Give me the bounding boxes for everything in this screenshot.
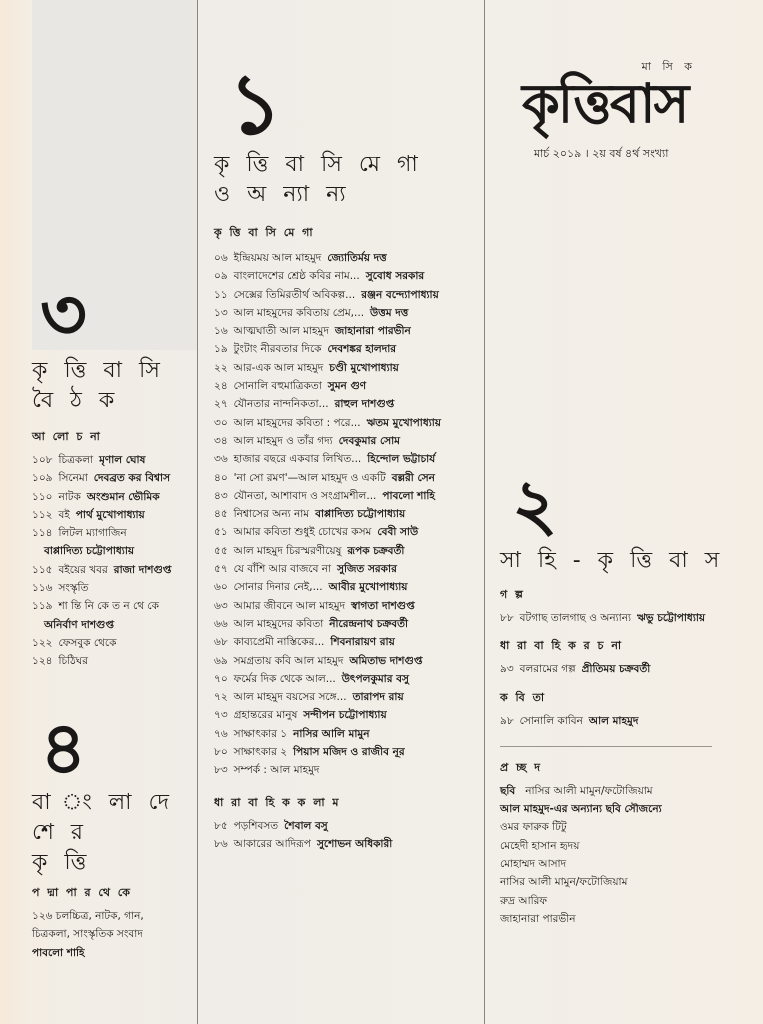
article-title: আল মাহমুদের কবিতায় প্রেম,...: [233, 306, 365, 319]
group-head: গ ল্প: [500, 588, 525, 601]
article-title: আল মাহমুদ বয়সের সঙ্গে...: [233, 691, 347, 704]
article-title: ফর্মের দিক থেকে আল...: [233, 672, 336, 685]
page-number: ১৩: [214, 306, 228, 319]
author-name: পিয়াস মজিদ ও রাজীব নূর: [293, 746, 405, 759]
section-3-title-line2: বৈ ঠ ক: [32, 388, 120, 413]
section-3-title-line1: কৃ ত্তি বা সি: [32, 358, 165, 383]
article-title: নিশ্বাসের অন্য নাম: [233, 508, 310, 521]
page-number: ৬০: [214, 581, 228, 594]
section-2: [500, 463, 730, 928]
page-number: ৭৩: [214, 709, 228, 722]
page-number: ১১৪: [32, 527, 53, 540]
toc-entry[interactable]: [214, 725, 476, 743]
toc-entry[interactable]: [32, 506, 192, 524]
page-number: ১২৪: [32, 655, 53, 668]
toc-entry[interactable]: [214, 597, 476, 615]
article-title: যে বাঁশি আর বাজবে না: [233, 563, 332, 576]
article-title: সোনার দিনার নেই,...: [233, 581, 323, 594]
serial-column-head: ধা রা বা হি ক ক লা ম: [214, 795, 341, 809]
page-number: ৮০: [214, 746, 228, 759]
toc-entry[interactable]: [214, 560, 476, 578]
section-2-groups: [500, 586, 730, 730]
author-name: পার্থ মুখোপাধ্যায়: [75, 508, 145, 521]
article-title: সমগ্রতায় কবি আল মাহমুদ: [233, 654, 344, 667]
author-name: আবীর মুখোপাধ্যায়: [328, 581, 408, 594]
page-number: ৫১: [214, 526, 228, 539]
author-name: বাপ্পাদিত্য চট্টোপাধ্যায়: [315, 508, 406, 521]
toc-entry[interactable]: [214, 395, 476, 413]
toc-entry[interactable]: [214, 633, 476, 651]
toc-entry[interactable]: [214, 286, 476, 304]
article-title: গ্রহান্তরের মানুষ: [233, 709, 298, 722]
toc-entry[interactable]: [32, 652, 192, 670]
toc-entry[interactable]: [32, 451, 192, 469]
toc-entry[interactable]: [214, 267, 476, 285]
author-name: বল্লরী সেন: [391, 471, 435, 484]
column-divider-left: [197, 0, 198, 1024]
toc-entry[interactable]: [32, 561, 192, 579]
toc-entry[interactable]: [214, 414, 476, 432]
page-number: ২৪: [214, 380, 228, 393]
section-3-list: [32, 451, 192, 671]
page-number: ১০৯: [32, 472, 53, 485]
article-title: সোনালি কাবিন: [519, 714, 583, 727]
article-title: নাটক: [58, 490, 81, 503]
section-1-list: [214, 249, 476, 780]
divider: [500, 746, 712, 747]
toc-entry[interactable]: [214, 432, 476, 450]
author-name: পাবলো শাহি: [382, 489, 435, 502]
credit-name: ওমর ফারুক টিটু: [500, 821, 567, 834]
toc-entry[interactable]: [214, 249, 476, 267]
page-number: ৮৩: [214, 764, 228, 777]
author-name: সুমন গুণ: [327, 380, 367, 393]
serial-column-list: [214, 817, 476, 854]
page-number: ৭২: [214, 691, 228, 704]
masthead-title: কৃত্তিবাস: [522, 72, 688, 135]
author-name: অংশুমান ভৌমিক: [86, 490, 160, 503]
page-number: ০৯: [214, 270, 228, 283]
toc-entry[interactable]: [214, 578, 476, 596]
page-number: ১২২: [32, 636, 53, 649]
author-name: জ্যোতির্ময় দত্ত: [327, 252, 387, 264]
column-divider-right: [484, 0, 485, 1024]
page-number: ৯৩: [500, 663, 514, 676]
page-number: ১১৬: [32, 582, 53, 595]
toc-entry[interactable]: [32, 524, 192, 542]
author-name: রাহুল দাশগুপ্ত: [334, 398, 395, 411]
article-title: সোনালি বহুমাত্রিকতা: [233, 380, 322, 393]
toc-entry[interactable]: [214, 340, 476, 358]
page-number: ৭৬: [214, 727, 228, 740]
author-name: সুবোধ সরকার: [365, 270, 425, 283]
author-name: শৈবাল বসু: [284, 819, 328, 832]
toc-entry[interactable]: [214, 377, 476, 395]
credit-name: নাসির আলী মামুন/ফটোজিয়াম: [500, 876, 628, 889]
section-4-number: ৪: [40, 705, 87, 790]
article-title: আমার জীবনে আল মাহমুদ: [233, 599, 346, 612]
toc-entry[interactable]: [214, 615, 476, 633]
author-name: তারাপদ রায়: [352, 691, 404, 704]
page-number: ৭০: [214, 672, 228, 685]
toc-entry[interactable]: [214, 469, 476, 487]
author-name: অমিতাভ দাশগুপ্ত: [349, 654, 423, 667]
article-title: চিত্রকলা: [58, 454, 94, 466]
article-title: আকারের আদিরূপ: [233, 837, 311, 850]
toc-entry[interactable]: [214, 523, 476, 541]
masthead-tag: মা সি ক: [641, 60, 696, 73]
cover-credit: [500, 782, 730, 800]
cover-credit-name: নাসির আলী মামুন/ফটোজিয়াম: [525, 784, 653, 797]
page-number: ৪৫: [214, 508, 228, 521]
page-number: ১১৯: [32, 600, 53, 613]
article-title: চিঠিঘর: [58, 655, 89, 668]
article-title: যৌনতা, আশাবাদ ও সংগ্রামশীল...: [233, 489, 377, 502]
author-name: দেবকুমার সোম: [338, 434, 401, 447]
article-title: আর-এক আল মাহমুদ: [233, 361, 324, 374]
page-number: ৬৩: [214, 599, 228, 612]
section-1-subhead: কৃ ত্তি বা সি মে গা: [214, 226, 315, 239]
page-number: ৩৪: [214, 434, 228, 447]
article-title: বলরামের গল্প: [519, 663, 576, 676]
article-title: 'না সো রমণ'—আল মাহমুদ ও একটি: [233, 471, 386, 484]
section-4: [32, 705, 192, 962]
credit-name: মোহাম্মদ আসাদ: [500, 858, 567, 871]
toc-entry[interactable]: [32, 597, 192, 615]
author-name: অনির্বাণ দাশগুপ্ত: [44, 618, 114, 631]
toc-entry[interactable]: [32, 542, 192, 560]
toc-entry[interactable]: [214, 761, 476, 779]
toc-entry[interactable]: [214, 652, 476, 670]
article-title: বইয়ের খবর: [58, 563, 108, 576]
author-name: উৎপলকুমার বসু: [341, 672, 409, 685]
page-number: ৫৭: [214, 563, 228, 576]
page-number: ৪৩: [214, 489, 228, 502]
section-4-line1[interactable]: ১২৬ চলচ্চিত্র, নাটক, গান,: [32, 910, 144, 922]
toc-entry[interactable]: [214, 688, 476, 706]
article-title: বটগাছ তালগাছ ও অন্যান্য: [519, 612, 632, 624]
page-number: ২২: [214, 361, 228, 374]
article-title: শা ন্তি নি কে ত ন থে কে: [58, 600, 160, 613]
credit-name: মেহেদী হাসান হৃদয়: [500, 839, 580, 852]
section-4-subhead: প দ্মা পা র থে কে: [32, 886, 132, 899]
page-number: ৩০: [214, 416, 228, 429]
article-title: সম্পর্ক : আল মাহমুদ: [233, 764, 320, 777]
credit-name: জাহানারা পারভীন: [500, 912, 576, 925]
toc-entry[interactable]: [214, 835, 476, 853]
page-number: ৮৬: [214, 837, 228, 850]
author-name: রঞ্জন বন্দ্যোপাধ্যায়: [361, 288, 439, 301]
page-number: ১১: [214, 288, 228, 301]
article-title: সংস্কৃতি: [58, 582, 89, 595]
article-title: সেক্সের তিমিরতীর্থ অবিকল্প...: [233, 288, 356, 301]
page-number: ৬৯: [214, 654, 228, 667]
author-name: আল মাহমুদ: [588, 714, 639, 727]
article-title: ফেসবুক থেকে: [58, 636, 117, 649]
page-number: ১৯: [214, 343, 228, 356]
article-title: যৌনতার নান্দনিকতা...: [233, 398, 329, 411]
author-name: উত্তম দত্ত: [370, 306, 409, 319]
author-name: স্বাগতা দাশগুপ্ত: [351, 599, 415, 612]
section-1: [214, 54, 476, 853]
page-number: ৪০: [214, 471, 228, 484]
section-2-title: সা হি - কৃ ত্তি বা স: [500, 548, 725, 573]
page-number: ৮৮: [500, 612, 514, 624]
credit-names: [500, 818, 730, 928]
cover-head: প্র চ্ছ দ: [500, 760, 543, 774]
page-number: ৮৫: [214, 819, 228, 832]
article-title: আল মাহমুদের কবিতা: [233, 617, 324, 630]
author-name: সুজিত সরকার: [337, 563, 397, 576]
author-name: মৃণাল ঘোষ: [99, 454, 146, 466]
toc-entry[interactable]: [32, 488, 192, 506]
article-title: আল মাহমুদের কবিতা : পরে...: [233, 416, 361, 429]
credit-name: রুদ্র আরিফ: [500, 894, 548, 907]
article-title: লিটল ম্যাগাজিন: [58, 527, 127, 540]
article-title: আত্মঘাতী আল মাহমুদ: [233, 325, 329, 338]
section-1-number: ১: [228, 54, 283, 153]
page-number: ৬৬: [214, 617, 228, 630]
author-name: হিন্দোল ভট্টাচার্য: [367, 453, 436, 466]
page-number: ১১৫: [32, 563, 53, 576]
toc-entry[interactable]: [214, 450, 476, 468]
toc-entry[interactable]: [214, 743, 476, 761]
author-name: শিবনারায়ণ রায়: [330, 636, 395, 649]
cover-label: ছবি: [500, 784, 516, 797]
article-title: বই: [58, 508, 70, 521]
article-title: আমার কবিতা শুধুই চোখের কসম: [233, 526, 372, 539]
author-name: সন্দীপন চট্টোপাধ্যায়: [303, 709, 387, 722]
section-1-title-line2: ও অ ন্যা ন্য: [214, 182, 351, 207]
toc-entry[interactable]: [214, 670, 476, 688]
author-name: সুশোভন অধিকারী: [316, 837, 393, 850]
section-3-subhead: আ লো চ না: [32, 430, 102, 443]
article-title: টুংটাং নীরবতার দিকে: [233, 343, 322, 356]
author-name: ঋতম মুখোপাধ্যায়: [366, 416, 441, 429]
author-name: দেবব্রত কর বিশ্বাস: [93, 472, 171, 485]
author-name: বেবী সাউ: [377, 526, 419, 539]
article-title: কাব্যপ্রেমী নাস্তিকের...: [233, 636, 325, 649]
section-4-author: পাবলো শাহি: [32, 946, 85, 959]
toc-entry[interactable]: [214, 505, 476, 523]
toc-entry[interactable]: [32, 616, 192, 634]
masthead: [522, 58, 712, 164]
other-photos-head: আল মাহমুদ-এর অন্যান্য ছবি সৌজন্যে: [500, 803, 662, 816]
toc-entry[interactable]: [32, 634, 192, 652]
author-name: চণ্ডী মুখোপাধ্যায়: [329, 361, 399, 374]
toc-entry[interactable]: [500, 712, 730, 730]
article-title: পড়শিবসত: [233, 819, 279, 832]
article-title: ইন্দ্রিয়ময় আল মাহমুদ: [233, 252, 322, 264]
section-4-line2: চিত্রকলা, সাংস্কৃতিক সংবাদ: [32, 928, 143, 941]
page-number: ৯৮: [500, 714, 514, 727]
article-title: সাক্ষাৎকার ১: [233, 727, 288, 740]
toc-entry[interactable]: [214, 359, 476, 377]
toc-entry[interactable]: [214, 817, 476, 835]
section-2-number: ২: [512, 463, 558, 546]
toc-entry[interactable]: [214, 706, 476, 724]
author-name: নাসির আলি মামুন: [293, 727, 370, 740]
section-1-title-line1: কৃ ত্তি বা সি মে গা: [214, 152, 423, 177]
group-head: ধা রা বা হি ক র চ না: [500, 639, 624, 653]
article-title: সাক্ষাৎকার ২: [233, 746, 288, 759]
section-3-number: ৩: [40, 271, 87, 356]
article-title: আল মাহমুদ চিরস্মরণীয়েষু: [233, 544, 342, 557]
section-3: [32, 271, 192, 671]
toc-entry[interactable]: [214, 322, 476, 340]
author-name: রূপক চক্রবর্তী: [347, 544, 405, 557]
issue-line: মার্চ ২০১৯ । ২য় বর্ষ ৪র্থ সংখ্যা: [534, 147, 669, 160]
page-number: ১১২: [32, 508, 53, 521]
group-head: ক বি তা: [500, 690, 547, 704]
article-title: সিনেমা: [58, 472, 88, 485]
page-number: ৩৬: [214, 453, 228, 466]
author-name: বাপ্পাদিত্য চট্টোপাধ্যায়: [44, 545, 135, 558]
section-4-title-line1: বা ং লা দে শে র: [32, 790, 175, 845]
toc-entry[interactable]: [214, 304, 476, 322]
author-name: দেবশঙ্কর হালদার: [327, 343, 397, 356]
author-name: নীরেন্দ্রনাথ চক্রবর্তী: [329, 617, 408, 630]
toc-entry[interactable]: [32, 579, 192, 597]
page-number: ২৭: [214, 398, 228, 411]
toc-entry[interactable]: [500, 660, 730, 678]
toc-entry[interactable]: [32, 469, 192, 487]
page-number: ৬৮: [214, 636, 228, 649]
author-name: প্রীতিময় চক্রবর্তী: [581, 663, 651, 676]
author-name: ঋভু চট্টোপাধ্যায়: [637, 612, 706, 624]
toc-entry[interactable]: [214, 487, 476, 505]
page-number: ১০৮: [32, 454, 53, 466]
page-number: ৫৫: [214, 544, 228, 557]
page-number: ০৬: [214, 252, 228, 264]
article-title: আল মাহমুদ ও তাঁর গদ্য: [233, 434, 333, 447]
author-name: রাজা দাশগুপ্ত: [113, 563, 172, 576]
author-name: জাহানারা পারভীন: [334, 325, 411, 338]
toc-entry[interactable]: [500, 609, 730, 627]
page-number: ১১০: [32, 490, 53, 503]
article-title: হাজার বছরে একবার লিখিত...: [233, 453, 362, 466]
article-title: বাংলাদেশের শ্রেষ্ঠ কবির নাম...: [233, 270, 360, 283]
section-4-title-line2: কৃ ত্তি: [32, 850, 92, 875]
page-number: ১৬: [214, 325, 228, 338]
toc-entry[interactable]: [214, 542, 476, 560]
